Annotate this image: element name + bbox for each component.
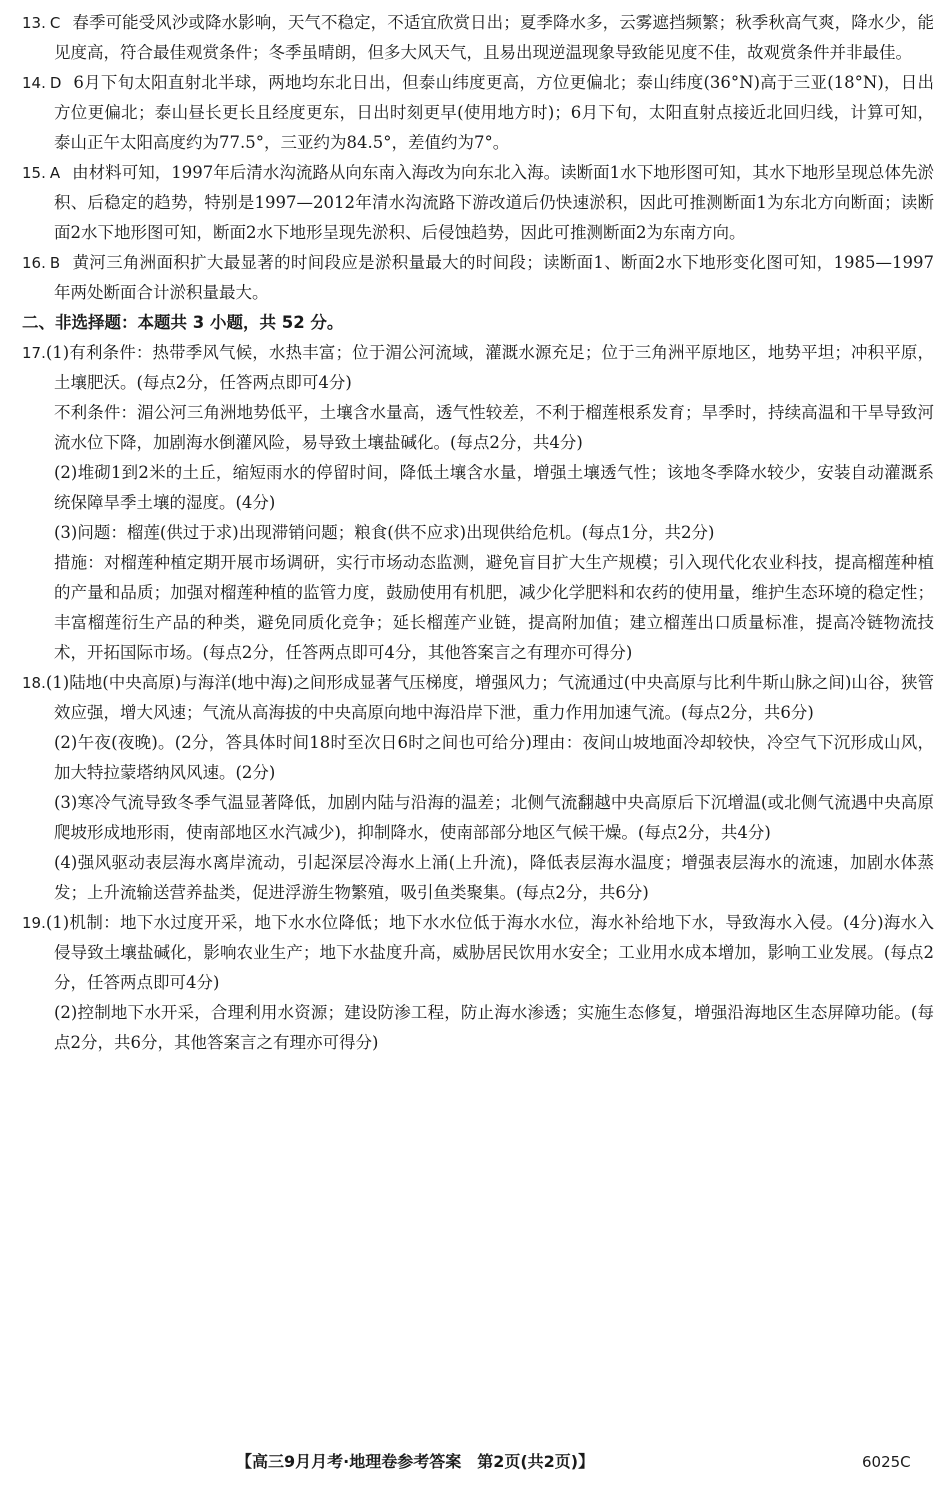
answer-explanation: 6月下旬太阳直射北半球，两地均东北日出，但泰山纬度更高，方位更偏北；泰山纬度(36°N)高于三亚(18°N)，日出方位更偏北；泰山昼长更长且经度更东，日出时刻更早(使用地方时)；6月下旬，太阳直射点接近北回归线，计算可知，泰山正午太阳高度约为77.5°，三亚约为84.5°，差值约为7°。 <box>54 73 934 152</box>
answer-18-part4: (4)强风驱动表层海水离岸流动，引起深层冷海水上涌(上升流)，降低表层海水温度；增强表层海水的流速，加剧水体蒸发；上升流输送营养盐类，促进浮游生物繁殖，吸引鱼类聚集。(每点2分，共6分) <box>54 853 934 902</box>
answer-text: (1)有利条件：热带季风气候，水热丰富；位于湄公河流域，灌溉水源充足；位于三角洲平原地区，地势平坦；冲积平原，土壤肥沃。(每点2分，任答两点即可4分) <box>45 343 934 392</box>
answer-explanation: 由材料可知，1997年后清水沟流路从向东南入海改为向东北入海。读断面1水下地形图可知，其水下地形呈现总体先淤积、后稳定的趋势，特别是1997—2012年清水沟流路下游改道后仍快速淤积，因此可推测断面1为东北方向断面；读断面2水下地形图可知，断面2水下地形呈现先淤积、后侵蚀趋势，因此可推测断面2为东南方向。 <box>54 163 934 242</box>
answer-18-part3: (3)寒冷气流导致冬季气温显著降低，加剧内陆与沿海的温差；北侧气流翻越中央高原后下沉增温(或北侧气流遇中央高原爬坡形成地形雨，使南部地区水汽减少)，抑制降水，使南部部分地区气候干燥。(每点2分，共4分) <box>54 793 934 842</box>
answer-17-part2: (2)堆砌1到2米的土丘，缩短雨水的停留时间，降低土壤含水量，增强土壤透气性；该地冬季降水较少，安装自动灌溉系统保障旱季土壤的湿度。(4分) <box>54 463 934 512</box>
question-number: 15. <box>22 164 46 182</box>
answer-14 <box>22 68 934 158</box>
answer-text: (1)陆地(中央高原)与海洋(地中海)之间形成显著气压梯度，增强风力；气流通过(中央高原与比利牛斯山脉之间)山谷，狭管效应强，增大风速；气流从高海拔的中央高原向地中海沿岸下泄，重力作用加速气流。(每点2分，共6分) <box>45 673 934 722</box>
page-footer <box>0 1447 950 1477</box>
answer-15 <box>22 158 934 248</box>
question-number: 13. <box>22 14 46 32</box>
answer-19-part1 <box>22 908 934 998</box>
answer-explanation: 春季可能受风沙或降水影响，天气不稳定，不适宜欣赏日出；夏季降水多，云雾遮挡频繁；秋季秋高气爽，降水少，能见度高，符合最佳观赏条件；冬季虽晴朗，但多大风天气，且易出现逆温现象导致能见度不佳，故观赏条件并非最佳。 <box>54 13 934 62</box>
answer-letter: B <box>49 254 61 272</box>
answer-explanation: 黄河三角洲面积扩大最显著的时间段应是淤积量最大的时间段；读断面1、断面2水下地形变化图可知，1985—1997年两处断面合计淤积量最大。 <box>54 253 934 302</box>
answer-letter: C <box>49 14 61 32</box>
answer-16 <box>22 248 934 308</box>
answer-18-part2: (2)午夜(夜晚)。(2分，答具体时间18时至次日6时之间也可给分)理由：夜间山坡地面冷却较快，冷空气下沉形成山风，加大特拉蒙塔纳风风速。(2分) <box>54 733 934 782</box>
question-number: 14. <box>22 74 46 92</box>
answer-text: (1)机制：地下水过度开采，地下水水位降低；地下水水位低于海水水位，海水补给地下水，导致海水入侵。(4分)海水入侵导致土壤盐碱化，影响农业生产；地下水盐度升高，威胁居民饮用水安全；工业用水成本增加，影响工业发展。(每点2分，任答两点即可4分) <box>45 913 934 992</box>
answer-letter: A <box>49 164 61 182</box>
answer-18-part1 <box>22 668 934 728</box>
answer-sheet-body <box>22 8 934 1058</box>
footer-title: 【高三9月月考·地理卷参考答案 第2页(共2页)】 <box>236 1452 595 1471</box>
footer-code: 6025C <box>862 1453 911 1471</box>
answer-17-part3-problems: (3)问题：榴莲(供过于求)出现滞销问题；粮食(供不应求)出现供给危机。(每点1分，共2分) <box>54 523 715 542</box>
section-heading: 二、非选择题：本题共 3 小题，共 52 分。 <box>22 313 344 332</box>
answer-17-disadvantages: 不利条件：湄公河三角洲地势低平，土壤含水量高，透气性较差，不利于榴莲根系发育；旱季时，持续高温和干旱导致河流水位下降，加剧海水倒灌风险，易导致土壤盐碱化。(每点2分，共4分) <box>54 403 934 452</box>
question-number: 19. <box>22 914 46 932</box>
question-number: 18. <box>22 674 46 692</box>
answer-19-part2: (2)控制地下水开采，合理利用水资源；建设防渗工程，防止海水渗透；实施生态修复，增强沿海地区生态屏障功能。(每点2分，共6分，其他答案言之有理亦可得分) <box>54 1003 934 1052</box>
answer-17-part1 <box>22 338 934 398</box>
answer-letter: D <box>49 74 62 92</box>
answer-13 <box>22 8 934 68</box>
answer-17-part3-measures: 措施：对榴莲种植定期开展市场调研，实行市场动态监测，避免盲目扩大生产规模；引入现代化农业科技，提高榴莲种植的产量和品质；加强对榴莲种植的监管力度，鼓励使用有机肥，减少化学肥料和农药的使用量，维护生态环境的稳定性；丰富榴莲衍生产品的种类，避免同质化竞争；延长榴莲产业链，提高附加值；建立榴莲出口质量标准，提高冷链物流技术，开拓国际市场。(每点2分，任答两点即可4分，其他答案言之有理亦可得分) <box>54 553 934 662</box>
question-number: 17. <box>22 344 46 362</box>
question-number: 16. <box>22 254 46 272</box>
